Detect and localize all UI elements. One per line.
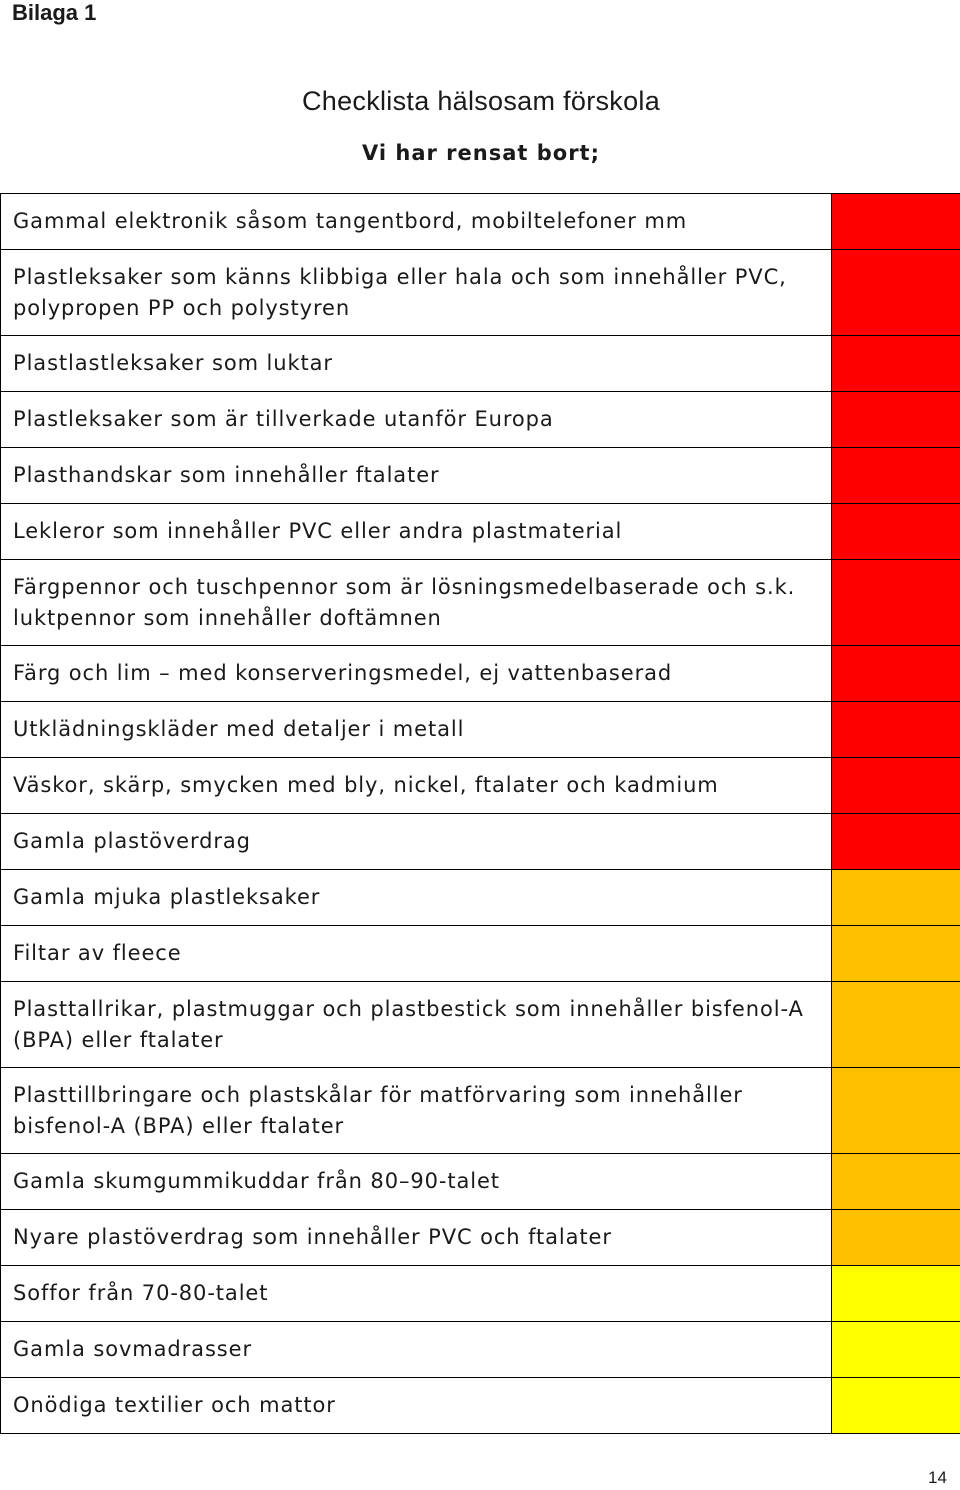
checklist-body [1,194,960,1434]
checklist-item-text: Plastleksaker som är tillverkade utanför Europa [1,392,832,448]
checklist-row [1,758,960,814]
priority-color-cell-red [832,560,960,646]
attachment-label: Bilaga 1 [12,0,97,25]
priority-color-cell-red [832,758,960,814]
checklist-item-text: Filtar av fleece [1,926,832,982]
document-title: Checklista hälsosam förskola [301,86,661,116]
checklist-row [1,646,960,702]
checklist-row [1,250,960,336]
checklist-item-text: Färg och lim – med konserveringsmedel, ej vattenbaserad [1,646,832,702]
checklist-item-text: Soffor från 70-80-talet [1,1266,832,1322]
priority-color-cell-yellow [832,1378,960,1434]
priority-color-cell-red [832,448,960,504]
checklist-row [1,1154,960,1210]
priority-color-cell-orange [832,870,960,926]
checklist-item-text: Utklädningskläder med detaljer i metall [1,702,832,758]
checklist-table [0,193,960,1434]
checklist-row [1,1266,960,1322]
priority-color-cell-red [832,250,960,336]
priority-color-cell-yellow [832,1266,960,1322]
priority-color-cell-orange [832,1154,960,1210]
priority-color-cell-red [832,194,960,250]
checklist-item-text: Plasthandskar som innehåller ftalater [1,448,832,504]
checklist-item-text: Gamla sovmadrasser [1,1322,832,1378]
checklist-row [1,504,960,560]
checklist-row [1,560,960,646]
checklist-row [1,814,960,870]
checklist-item-text: Gammal elektronik såsom tangentbord, mobiltelefoner mm [1,194,832,250]
checklist-row [1,392,960,448]
priority-color-cell-red [832,504,960,560]
checklist-item-text: Gamla plastöverdrag [1,814,832,870]
document-subtitle: Vi har rensat bort; [361,141,600,165]
checklist-row [1,702,960,758]
checklist-item-text: Plasttillbringare och plastskålar för matförvaring som innehåller bisfenol-A (BPA) eller ftalater [1,1068,832,1154]
priority-color-cell-yellow [832,1322,960,1378]
priority-color-cell-orange [832,1068,960,1154]
checklist-item-text: Plastlastleksaker som luktar [1,336,832,392]
checklist-item-text: Nyare plastöverdrag som innehåller PVC och ftalater [1,1210,832,1266]
checklist-item-text: Onödiga textilier och mattor [1,1378,832,1434]
priority-color-cell-red [832,814,960,870]
checklist-item-text: Plastleksaker som känns klibbiga eller hala och som innehåller PVC, polypropen PP och polystyren [1,250,832,336]
checklist-row [1,1322,960,1378]
checklist-row [1,194,960,250]
priority-color-cell-red [832,392,960,448]
checklist-row [1,870,960,926]
priority-color-cell-red [832,336,960,392]
priority-color-cell-orange [832,982,960,1068]
checklist-row [1,1210,960,1266]
priority-color-cell-orange [832,1210,960,1266]
checklist-item-text: Färgpennor och tuschpennor som är lösningsmedelbaserade och s.k. luktpennor som innehåller doftämnen [1,560,832,646]
checklist-row [1,1378,960,1434]
checklist-item-text: Väskor, skärp, smycken med bly, nickel, ftalater och kadmium [1,758,832,814]
page-number: 14 [928,1468,947,1487]
checklist-item-text: Lekleror som innehåller PVC eller andra plastmaterial [1,504,832,560]
priority-color-cell-red [832,646,960,702]
checklist-row [1,336,960,392]
priority-color-cell-red [832,702,960,758]
checklist-row [1,1068,960,1154]
checklist-item-text: Plasttallrikar, plastmuggar och plastbestick som innehåller bisfenol-A (BPA) eller ftalater [1,982,832,1068]
checklist-row [1,982,960,1068]
checklist-row [1,926,960,982]
checklist-item-text: Gamla skumgummikuddar från 80–90-talet [1,1154,832,1210]
checklist-item-text: Gamla mjuka plastleksaker [1,870,832,926]
priority-color-cell-orange [832,926,960,982]
checklist-row [1,448,960,504]
